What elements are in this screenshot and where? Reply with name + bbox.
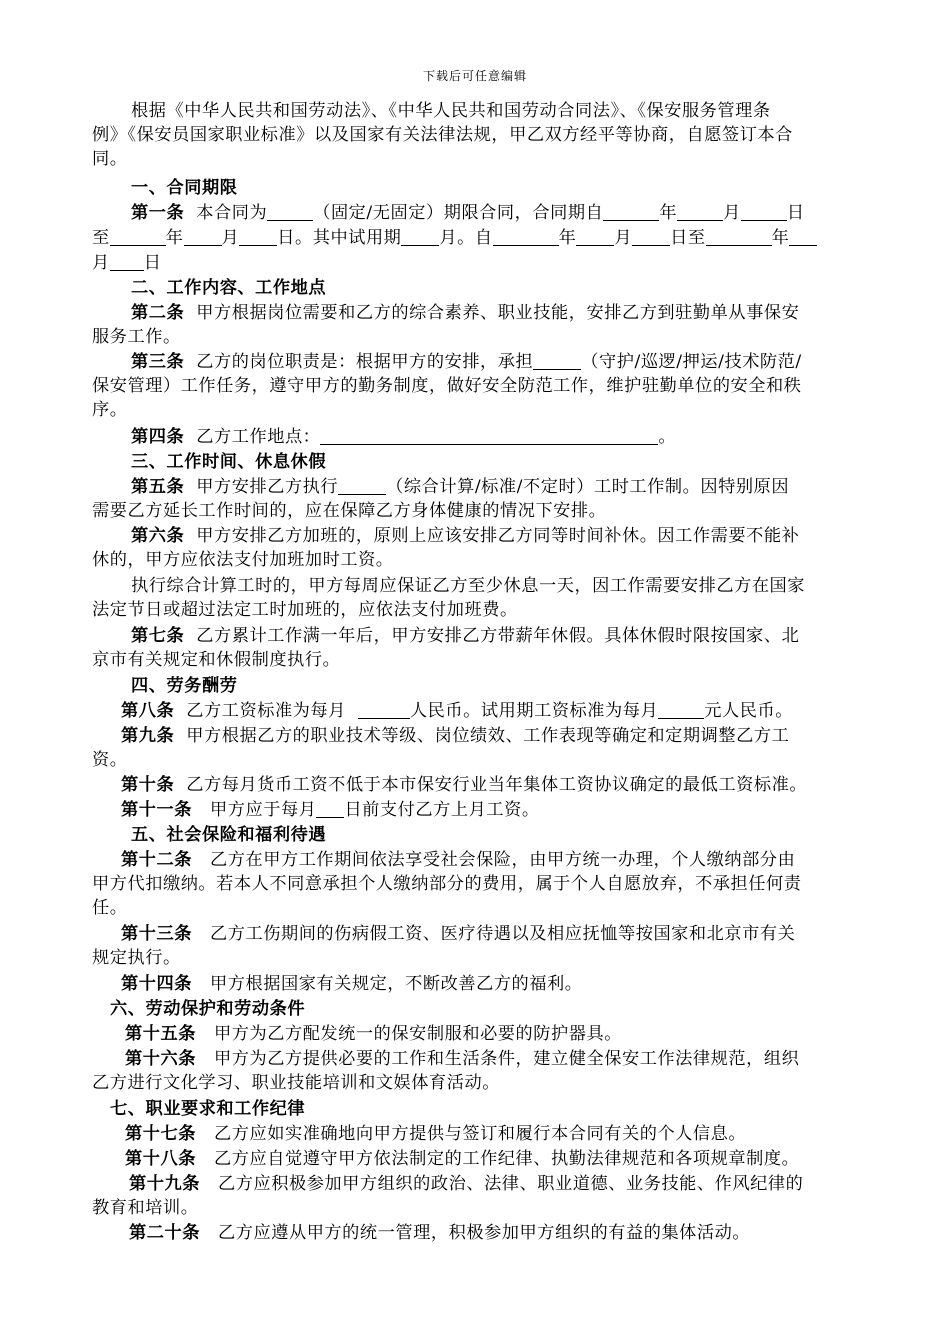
article-10-number: 第十条 [121, 775, 175, 795]
blank-field[interactable] [632, 227, 670, 246]
article-1-line-2: 至 年 月 日。其中试用期 月。自 年 月 日至 年 [92, 226, 817, 250]
article-17-line-1: 第十七条 乙方应如实准确地向甲方提供与签订和履行本合同有关的个人信息。 [125, 1124, 747, 1144]
blank-field[interactable] [789, 227, 817, 246]
blank-field[interactable] [239, 227, 277, 246]
article-14-number: 第十四条 [121, 974, 192, 994]
article-1-number: 第一条 [131, 203, 185, 223]
article-3-number: 第三条 [131, 352, 185, 372]
article-1-line-1: 第一条 本合同为 （固定/无固定）期限合同，合同期自 年 月 日 [131, 203, 805, 223]
blank-field[interactable] [533, 351, 581, 370]
article-15-line-1: 第十五条 甲方为乙方配发统一的保安制服和必要的防护器具。 [125, 1024, 622, 1044]
article-11-number: 第十一条 [121, 800, 192, 820]
article-16-number: 第十六条 [125, 1049, 196, 1069]
article-11-line-1: 第十一条 甲方应于每月 日前支付乙方上月工资。 [121, 800, 540, 820]
pay-day-field[interactable] [316, 799, 344, 818]
section-heading-1: 一、合同期限 [131, 178, 238, 198]
article-4-line-1: 第四条 乙方工作地点： 。 [131, 427, 677, 447]
article-6-line-2: 休的，甲方应依法支付加班加时工资。 [92, 550, 394, 570]
blank-field[interactable] [677, 202, 723, 221]
article-19-line-1: 第十九条 乙方应积极参加甲方组织的政治、法律、职业道德、业务技能、作风纪律的 [129, 1174, 804, 1194]
article-19-line-2: 教育和培训。 [92, 1198, 199, 1218]
article-8-number: 第八条 [121, 701, 175, 721]
article-2-line-1: 第二条 甲方根据岗位需要和乙方的综合素养、职业技能，安排乙方到驻勤单从事保安 [131, 303, 800, 323]
section-heading-5: 五、社会保险和福利待遇 [131, 825, 327, 845]
article-7-number: 第七条 [131, 626, 185, 646]
article-9-line-2: 资。 [92, 750, 128, 770]
article-2-number: 第二条 [131, 303, 185, 323]
article-2-line-2: 服务工作。 [92, 327, 181, 347]
article-12-line-1: 第十二条 乙方在甲方工作期间依法享受社会保险，由甲方统一办理，个人缴纳部分由 [121, 850, 796, 870]
article-18-number: 第十八条 [125, 1149, 196, 1169]
article-12-line-2: 甲方代扣缴纳。若本人不同意承担个人缴纳部分的费用，属于个人自愿放弃，不承担任何责 [92, 874, 802, 894]
work-location-field[interactable] [320, 426, 658, 445]
blank-field[interactable] [603, 202, 659, 221]
article-13-number: 第十三条 [121, 924, 192, 944]
article-16-line-1: 第十六条 甲方为乙方提供必要的工作和生活条件，建立健全保安工作法律规范，组织 [125, 1049, 800, 1069]
section-heading-3: 三、工作时间、休息休假 [131, 452, 327, 472]
article-20-line-1: 第二十条 乙方应遵从甲方的统一管理，积极参加甲方组织的有益的集体活动。 [129, 1223, 751, 1243]
article-6-number: 第六条 [131, 526, 185, 546]
article-7-line-2: 京市有关规定和休假制度执行。 [92, 650, 341, 670]
article-6-para-line-2: 法定节日或超过法定工时加班的，应依法支付加班费。 [92, 600, 518, 620]
article-14-line-1: 第十四条 甲方根据国家有关规定，不断改善乙方的福利。 [121, 974, 583, 994]
article-5-line-1: 第五条 甲方安排乙方执行 （综合计算/标准/不定时）工时工作制。因特别原因 [131, 477, 790, 497]
article-20-number: 第二十条 [129, 1223, 200, 1243]
article-10-line-1: 第十条 乙方每月货币工资不低于本市保安行业当年集体工资协议确定的最低工资标准。 [121, 775, 808, 795]
article-3-line-2: 保安管理）工作任务，遵守甲方的勤务制度，做好安全防范工作，维护驻勤单位的安全和秩 [92, 376, 802, 396]
article-8-line-1: 第八条 乙方工资标准为每月 人民币。试用期工资标准为每月 元人民币。 [121, 701, 793, 721]
section-heading-4: 四、劳务酬劳 [131, 676, 238, 696]
blank-field[interactable] [110, 252, 144, 271]
article-6-para-line-1: 执行综合计算工时的，甲方每周应保证乙方至少休息一天，因工作需要安排乙方在国家 [131, 576, 806, 596]
article-7-line-1: 第七条 乙方累计工作满一年后，甲方安排乙方带薪年休假。具体休假时限按国家、北 [131, 626, 800, 646]
article-17-number: 第十七条 [125, 1124, 196, 1144]
probation-salary-field[interactable] [658, 700, 704, 719]
intro-line-2: 例》《保安员国家职业标准》以及国家有关法律法规，甲乙双方经平等协商，自愿签订本合 [92, 125, 793, 145]
page-header: 下载后可任意编辑 [422, 69, 527, 83]
article-19-number: 第十九条 [129, 1174, 200, 1194]
section-heading-7: 七、职业要求和工作纪律 [110, 1099, 306, 1119]
article-3-line-3: 序。 [92, 400, 128, 420]
article-12-line-3: 任。 [92, 898, 128, 918]
blank-field[interactable] [184, 227, 222, 246]
blank-field[interactable] [338, 476, 386, 495]
article-9-number: 第九条 [121, 726, 175, 746]
section-heading-6: 六、劳动保护和劳动条件 [110, 999, 306, 1019]
blank-field[interactable] [493, 227, 559, 246]
article-13-line-2: 规定执行。 [92, 948, 181, 968]
article-13-line-1: 第十三条 乙方工伤期间的伤病假工资、医疗待遇以及相应抚恤等按国家和北京市有关 [121, 924, 796, 944]
blank-field[interactable] [576, 227, 614, 246]
article-5-number: 第五条 [131, 477, 185, 497]
article-5-line-2: 需要乙方延长工作时间的，应在保障乙方身体健康的情况下安排。 [92, 501, 607, 521]
article-3-line-1: 第三条 乙方的岗位职责是：根据甲方的安排，承担 （守护/巡逻/押运/技术防范/ [131, 352, 802, 372]
salary-field[interactable] [358, 700, 410, 719]
article-1-line-3: 月 日 [92, 253, 162, 273]
article-15-number: 第十五条 [125, 1024, 196, 1044]
article-12-number: 第十二条 [121, 850, 192, 870]
blank-field[interactable] [741, 202, 787, 221]
blank-field[interactable] [401, 227, 439, 246]
section-heading-2: 二、工作内容、工作地点 [131, 278, 327, 298]
blank-field[interactable] [110, 227, 166, 246]
article-18-line-1: 第十八条 乙方应自觉遵守甲方依法制定的工作纪律、执勤法律规范和各项规章制度。 [125, 1149, 800, 1169]
article-6-line-1: 第六条 甲方安排乙方加班的，原则上应该安排乙方同等时间补休。因工作需要不能补 [131, 526, 800, 546]
article-4-number: 第四条 [131, 427, 185, 447]
intro-line-1: 根据《中华人民共和国劳动法》、《中华人民共和国劳动合同法》、《保安服务管理条 [131, 101, 771, 121]
intro-line-3: 同。 [92, 149, 128, 169]
blank-field[interactable] [267, 202, 313, 221]
blank-field[interactable] [706, 227, 772, 246]
article-16-line-2: 乙方进行文化学习、职业技能培训和文娱体育活动。 [92, 1073, 500, 1093]
article-9-line-1: 第九条 甲方根据乙方的职业技术等级、岗位绩效、工作表现等确定和定期调整乙方工 [121, 726, 790, 746]
